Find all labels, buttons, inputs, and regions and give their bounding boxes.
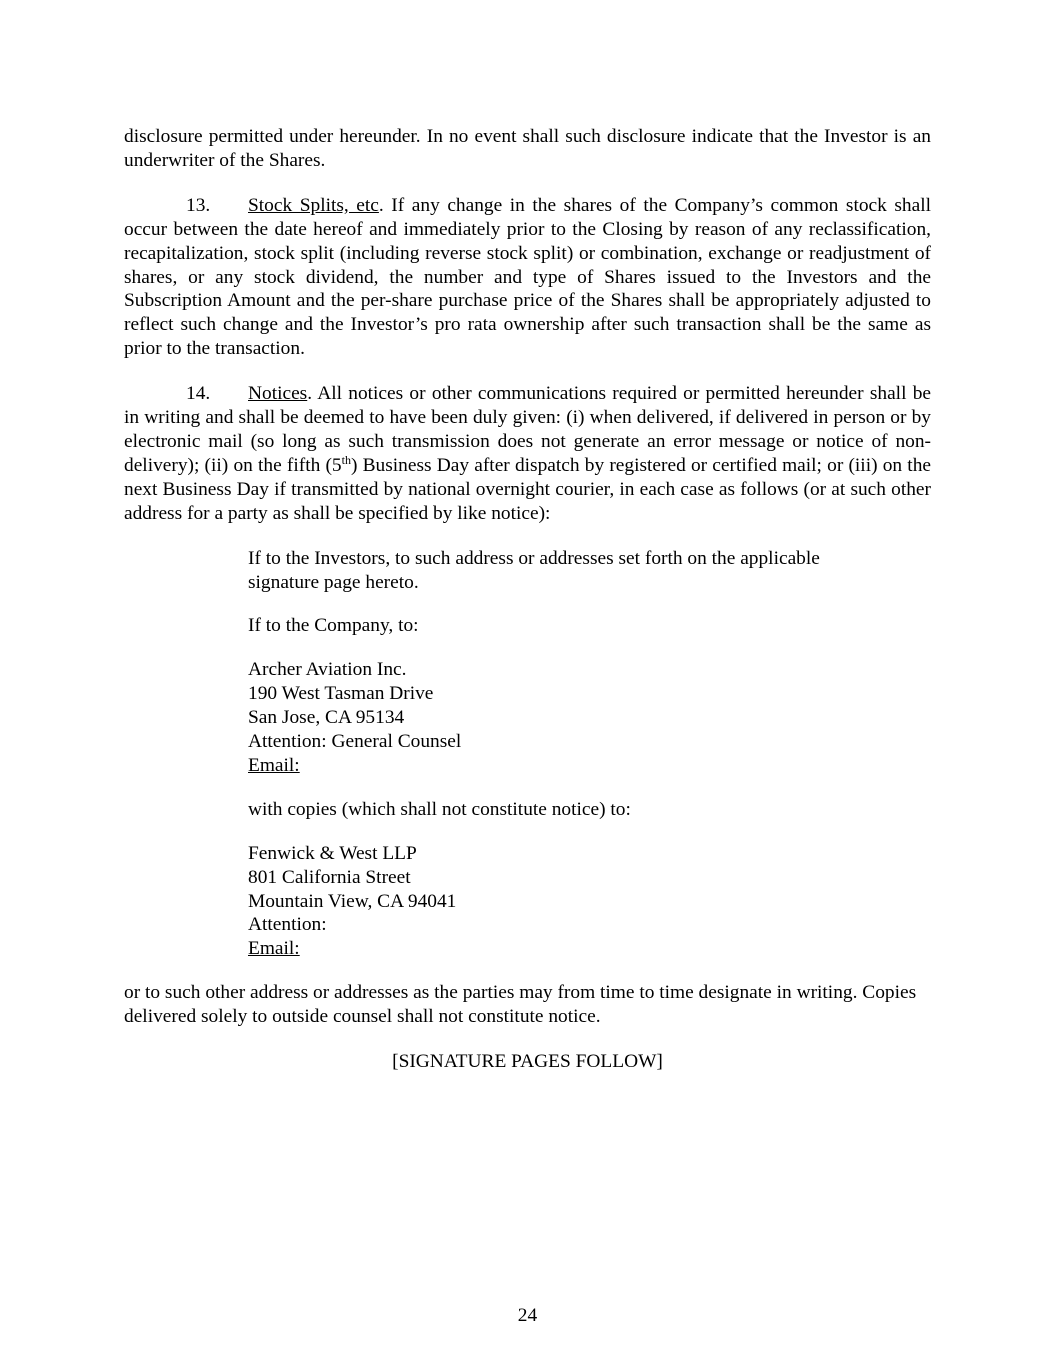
continuation-paragraph: disclosure permitted under hereunder. In no event shall such disclosure indicate that the Investor is an underwriter of the Shares.: [124, 126, 931, 171]
section-14-paragraph: [124, 382, 931, 525]
document-page: [124, 125, 931, 1074]
closing-paragraph: or to such other address or addresses as the parties may from time to time designate in writing. Copies delivered solely to outside counsel shall not constitute notice.: [124, 982, 917, 1028]
section-14-body-part2: ) Business Day after dispatch by registered or certified mail; or (iii) on the next Business Day if transmitted by national overnight courier, in each case as follows (or at such other address for a party as shall be specified by like notice):: [124, 454, 931, 524]
section-13-heading: Stock Splits, etc: [248, 194, 379, 216]
company-intro: If to the Company, to:: [248, 615, 419, 637]
counsel-email-label: Email:: [248, 938, 300, 960]
company-attention: Attention: General Counsel: [248, 731, 462, 753]
copies-intro: with copies (which shall not constitute notice) to:: [248, 798, 631, 820]
signature-pages-notice: [SIGNATURE PAGES FOLLOW]: [392, 1051, 663, 1073]
counsel-attention: Attention:: [248, 914, 327, 936]
counsel-address: [248, 842, 931, 962]
section-13-paragraph: [124, 194, 931, 361]
company-name: Archer Aviation Inc.: [248, 659, 407, 681]
investors-notice: If to the Investors, to such address or addresses set forth on the applicable signature page hereto.: [248, 547, 820, 593]
company-street: 190 West Tasman Drive: [248, 683, 434, 705]
counsel-city: Mountain View, CA 94041: [248, 890, 457, 912]
page-number: 24: [517, 1305, 538, 1326]
counsel-street: 801 California Street: [248, 866, 411, 888]
section-14-superscript: th: [341, 452, 351, 467]
section-14-number: 14.: [186, 383, 211, 405]
company-email-label: Email:: [248, 754, 300, 776]
company-email: [248, 754, 931, 778]
section-13-number: 13.: [186, 194, 211, 216]
company-address: [248, 658, 931, 778]
company-city: San Jose, CA 95134: [248, 707, 405, 729]
counsel-email: [248, 937, 931, 961]
notice-address-block: [248, 547, 931, 962]
section-13-body: . If any change in the shares of the Company’s common stock shall occur between the date hereof and immediately prior to the Closing by reason of any reclassification, recapitalization, stock split (including reverse stock split) or combination, exchange or readjustment of shares, or any stock dividend, the number and type of Shares issued to the Investors and the Subscription Amount and the per-share purchase price of the Shares shall be appropriately adjusted to reflect such change and the Investor’s pro rata ownership after such transaction shall be the same as prior to the transaction.: [124, 194, 931, 360]
section-14-body-part1: . All notices or other communications required or permitted hereunder shall be in writing and shall be deemed to have been duly given: (i) when delivered, if delivered in person or by electronic mail (so long as such transmission does not generate an error message or notice of non-delivery); (ii) on the fifth (5: [124, 383, 931, 476]
counsel-name: Fenwick & West LLP: [248, 842, 417, 864]
section-14-heading: Notices: [248, 383, 308, 405]
